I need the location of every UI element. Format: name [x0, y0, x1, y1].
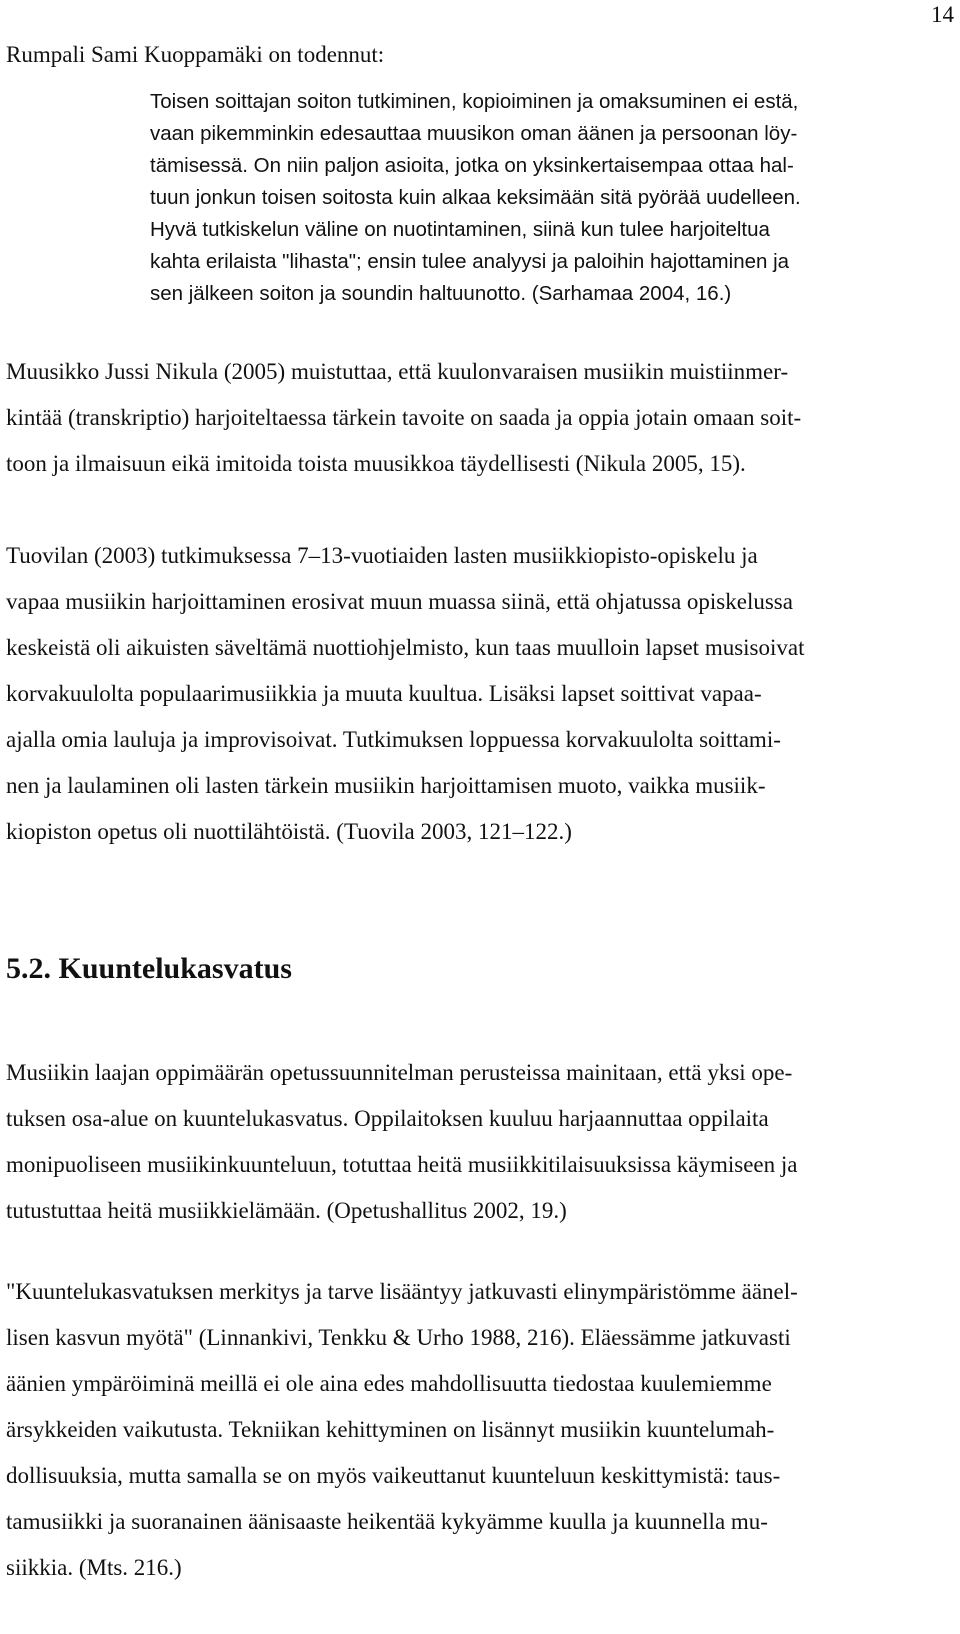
paragraph-line: monipuoliseen musiikinkuunteluun, totuttaa heitä musiikkitilaisuuksissa käymiseen ja [6, 1152, 798, 1177]
paragraph-line: dollisuuksia, mutta samalla se on myös vaikeuttanut kuunteluun keskittymistä: taus- [6, 1463, 781, 1488]
paragraph-tuovila [6, 533, 936, 855]
paragraph-curriculum [6, 1050, 936, 1234]
paragraph-nikula [6, 349, 936, 487]
paragraph-line: Musiikin laajan oppimäärän opetussuunnitelman perusteissa mainitaan, että yksi ope- [6, 1060, 793, 1085]
paragraph-listening [6, 1269, 936, 1591]
paragraph-line: tamusiikki ja suoranainen äänisaaste heikentää kykyämme kuulla ja kuunnella mu- [6, 1509, 768, 1534]
quote-line: sen jälkeen soiton ja soundin haltuunotto. (Sarhamaa 2004, 16.) [150, 282, 732, 305]
paragraph-line: siikkia. (Mts. 216.) [6, 1555, 182, 1580]
block-quote [150, 86, 940, 310]
paragraph-line: ajalla omia lauluja ja improvisoivat. Tutkimuksen loppuessa korvakuulolta soittami- [6, 727, 781, 752]
intro-line: Rumpali Sami Kuoppamäki on todennut: [6, 42, 385, 67]
quote-line: tämisessä. On niin paljon asioita, jotka on yksinkertaisempaa ottaa hal- [150, 154, 794, 177]
paragraph-line: kiopiston opetus oli nuottilähtöistä. (Tuovila 2003, 121–122.) [6, 819, 572, 844]
paragraph-line: korvakuulolta populaarimusiikkia ja muuta kuultua. Lisäksi lapset soittivat vapaa- [6, 681, 762, 706]
quote-line: vaan pikemminkin edesauttaa muusikon oman äänen ja persoonan löy- [150, 122, 798, 145]
paragraph-line: vapaa musiikin harjoittaminen erosivat muun muassa siinä, että ohjatussa opiskelussa [6, 589, 793, 614]
paragraph-line: Muusikko Jussi Nikula (2005) muistuttaa, että kuulonvaraisen musiikin muistiinmer- [6, 359, 789, 384]
paragraph-line: toon ja ilmaisuun eikä imitoida toista muusikkoa täydellisesti (Nikula 2005, 15). [6, 451, 746, 476]
paragraph-line: keskeistä oli aikuisten säveltämä nuottiohjelmisto, kun taas muulloin lapset musisoivat [6, 635, 805, 660]
paragraph-line: äänien ympäröiminä meillä ei ole aina edes mahdollisuutta tiedostaa kuulemiemme [6, 1371, 772, 1396]
quote-line: Hyvä tutkiskelun väline on nuotintaminen, siinä kun tulee harjoiteltua [150, 218, 770, 241]
page-number: 14 [931, 2, 954, 27]
paragraph-line: kintää (transkriptio) harjoiteltaessa tärkein tavoite on saada ja oppia jotain omaan soit- [6, 405, 802, 430]
paragraph-line: tuksen osa-alue on kuuntelukasvatus. Oppilaitoksen kuuluu harjaannuttaa oppilaita [6, 1106, 769, 1131]
paragraph-line: lisen kasvun myötä" (Linnankivi, Tenkku & Urho 1988, 216). Eläessämme jatkuvasti [6, 1325, 791, 1350]
paragraph-line: Tuovilan (2003) tutkimuksessa 7–13-vuotiaiden lasten musiikkiopisto-opiskelu ja [6, 543, 758, 568]
quote-line: kahta erilaista "lihasta"; ensin tulee analyysi ja paloihin hajottaminen ja [150, 250, 790, 273]
quote-line: tuun jonkun toisen soitosta kuin alkaa keksimään sitä pyörää uudelleen. [150, 186, 801, 209]
paragraph-line: ärsykkeiden vaikutusta. Tekniikan kehittyminen on lisännyt musiikin kuuntelumah- [6, 1417, 775, 1442]
paragraph-line: nen ja laulaminen oli lasten tärkein musiikin harjoittamisen muoto, vaikka musiik- [6, 773, 766, 798]
paragraph-line: tutustuttaa heitä musiikkielämään. (Opetushallitus 2002, 19.) [6, 1198, 567, 1223]
section-heading: 5.2. Kuuntelukasvatus [6, 952, 292, 985]
quote-line: Toisen soittajan soiton tutkiminen, kopioiminen ja omaksuminen ei estä, [150, 90, 799, 113]
paragraph-line: "Kuuntelukasvatuksen merkitys ja tarve lisääntyy jatkuvasti elinympäristömme äänel- [6, 1279, 798, 1304]
